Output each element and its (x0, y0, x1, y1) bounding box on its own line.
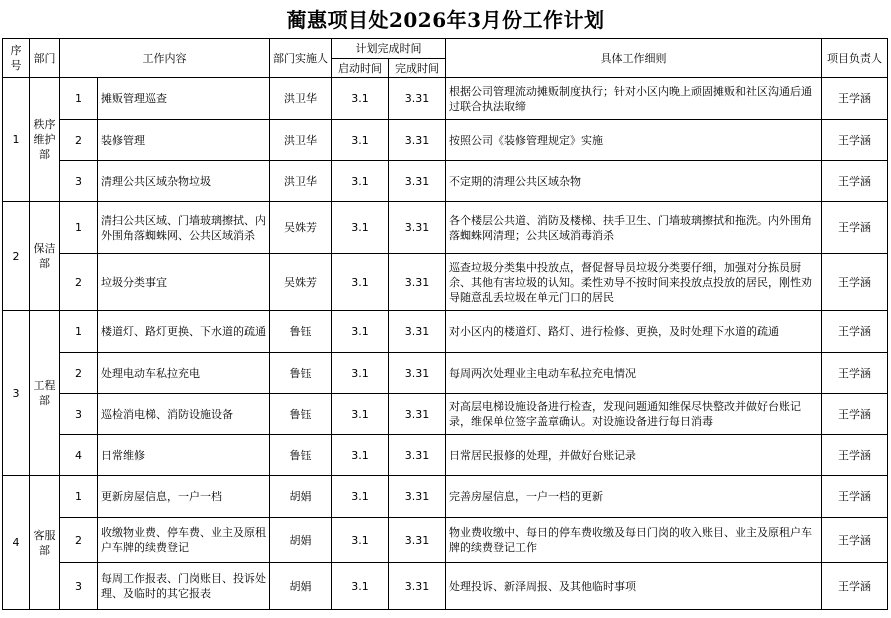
project-owner: 王学涵 (822, 254, 888, 311)
end-time: 3.31 (389, 394, 446, 435)
table-row (3, 120, 888, 161)
department-name: 秩序维护部 (30, 78, 60, 202)
table-row (3, 563, 888, 610)
project-owner: 王学涵 (822, 161, 888, 202)
end-time: 3.31 (389, 353, 446, 394)
work-detail: 对高层电梯设施设备进行检查，发现问题通知维保尽快整改并做好台账记录，维保单位签字盖章确认。对设施设备进行每日消毒 (446, 394, 822, 435)
start-time: 3.1 (332, 78, 389, 120)
start-time: 3.1 (332, 435, 389, 476)
header-dept: 部门 (30, 39, 60, 78)
project-owner: 王学涵 (822, 518, 888, 563)
end-time: 3.31 (389, 254, 446, 311)
item-number: 2 (60, 254, 98, 311)
item-number: 1 (60, 476, 98, 518)
table-row (3, 254, 888, 311)
work-detail: 对小区内的楼道灯、路灯、进行检修、更换，及时处理下水道的疏通 (446, 311, 822, 353)
item-number: 2 (60, 120, 98, 161)
item-number: 3 (60, 563, 98, 610)
end-time: 3.31 (389, 120, 446, 161)
header-executor: 部门实施人 (270, 39, 332, 78)
executor: 洪卫华 (270, 161, 332, 202)
executor: 鲁钰 (270, 435, 332, 476)
end-time: 3.31 (389, 435, 446, 476)
executor: 胡娟 (270, 518, 332, 563)
end-time: 3.31 (389, 476, 446, 518)
item-number: 3 (60, 394, 98, 435)
project-owner: 王学涵 (822, 78, 888, 120)
department-name: 保洁部 (30, 202, 60, 311)
table-row (3, 394, 888, 435)
header-row (3, 39, 888, 59)
header-content: 工作内容 (60, 39, 270, 78)
executor: 胡娟 (270, 563, 332, 610)
work-detail: 不定期的清理公共区域杂物 (446, 161, 822, 202)
project-owner: 王学涵 (822, 435, 888, 476)
end-time: 3.31 (389, 78, 446, 120)
work-plan-table (2, 38, 888, 610)
start-time: 3.1 (332, 161, 389, 202)
work-content: 巡检消电梯、消防设施设备 (98, 394, 270, 435)
executor: 洪卫华 (270, 78, 332, 120)
end-time: 3.31 (389, 563, 446, 610)
department-name: 工程部 (30, 311, 60, 476)
table-row (3, 311, 888, 353)
work-detail: 各个楼层公共道、消防及楼梯、扶手卫生、门墙玻璃擦拭和拖洗。内外围角落蜘蛛网清理；公共区域消毒消杀 (446, 202, 822, 254)
header-owner: 项目负责人 (822, 39, 888, 78)
start-time: 3.1 (332, 120, 389, 161)
work-content: 清理公共区域杂物垃圾 (98, 161, 270, 202)
end-time: 3.31 (389, 311, 446, 353)
start-time: 3.1 (332, 476, 389, 518)
work-detail: 日常居民报修的处理，并做好台账记录 (446, 435, 822, 476)
header-end: 完成时间 (389, 59, 446, 78)
executor: 吴姝芳 (270, 202, 332, 254)
start-time: 3.1 (332, 353, 389, 394)
work-detail: 完善房屋信息，一户一档的更新 (446, 476, 822, 518)
table-row (3, 353, 888, 394)
work-content: 清扫公共区域、门墙玻璃擦拭、内外围角落蜘蛛网、公共区域消杀 (98, 202, 270, 254)
work-detail: 物业费收缴中、每日的停车费收缴及每日门岗的收入账目、业主及原租户车牌的续费登记工作 (446, 518, 822, 563)
project-owner: 王学涵 (822, 476, 888, 518)
executor: 鲁钰 (270, 311, 332, 353)
table-row (3, 476, 888, 518)
work-detail: 根据公司管理流动摊贩制度执行；针对小区内晚上顽固摊贩和社区沟通后通过联合执法取缔 (446, 78, 822, 120)
item-number: 2 (60, 353, 98, 394)
executor: 鲁钰 (270, 394, 332, 435)
item-number: 4 (60, 435, 98, 476)
work-content: 楼道灯、路灯更换、下水道的疏通 (98, 311, 270, 353)
work-content: 摊贩管理巡查 (98, 78, 270, 120)
executor: 洪卫华 (270, 120, 332, 161)
group-seq: 2 (3, 202, 30, 311)
work-detail: 按照公司《装修管理规定》实施 (446, 120, 822, 161)
table-row (3, 78, 888, 120)
start-time: 3.1 (332, 202, 389, 254)
project-owner: 王学涵 (822, 311, 888, 353)
table-row (3, 161, 888, 202)
project-owner: 王学涵 (822, 202, 888, 254)
header-detail: 具体工作细则 (446, 39, 822, 78)
work-content: 垃圾分类事宜 (98, 254, 270, 311)
work-content: 每周工作报表、门岗账目、投诉处理、及临时的其它报表 (98, 563, 270, 610)
header-seq: 序号 (3, 39, 30, 78)
work-content: 收缴物业费、停车费、业主及原租户车牌的续费登记 (98, 518, 270, 563)
executor: 胡娟 (270, 476, 332, 518)
table-row (3, 518, 888, 563)
end-time: 3.31 (389, 518, 446, 563)
work-content: 装修管理 (98, 120, 270, 161)
executor: 吴姝芳 (270, 254, 332, 311)
work-detail: 巡查垃圾分类集中投放点，督促督导员垃圾分类要仔细，加强对分拣员厨余、其他有害垃圾的认知。柔性劝导不按时间来投放点投放的居民，刚性劝导随意乱丢垃圾在单元门口的居民 (446, 254, 822, 311)
work-content: 日常维修 (98, 435, 270, 476)
project-owner: 王学涵 (822, 394, 888, 435)
end-time: 3.31 (389, 161, 446, 202)
start-time: 3.1 (332, 518, 389, 563)
header-plan-time: 计划完成时间 (332, 39, 446, 59)
project-owner: 王学涵 (822, 563, 888, 610)
item-number: 2 (60, 518, 98, 563)
group-seq: 4 (3, 476, 30, 610)
item-number: 1 (60, 78, 98, 120)
item-number: 1 (60, 311, 98, 353)
start-time: 3.1 (332, 563, 389, 610)
group-seq: 3 (3, 311, 30, 476)
executor: 鲁钰 (270, 353, 332, 394)
page-title: 蔺惠项目处2026年3月份工作计划 (286, 8, 605, 32)
header-start: 启动时间 (332, 59, 389, 78)
department-name: 客服部 (30, 476, 60, 610)
item-number: 1 (60, 202, 98, 254)
item-number: 3 (60, 161, 98, 202)
start-time: 3.1 (332, 254, 389, 311)
project-owner: 王学涵 (822, 353, 888, 394)
project-owner: 王学涵 (822, 120, 888, 161)
work-content: 处理电动车私拉充电 (98, 353, 270, 394)
work-content: 更新房屋信息，一户一档 (98, 476, 270, 518)
table-row (3, 202, 888, 254)
table-row (3, 435, 888, 476)
end-time: 3.31 (389, 202, 446, 254)
start-time: 3.1 (332, 394, 389, 435)
start-time: 3.1 (332, 311, 389, 353)
work-detail: 处理投诉、新泽周报、及其他临时事项 (446, 563, 822, 610)
work-detail: 每周两次处理业主电动车私拉充电情况 (446, 353, 822, 394)
group-seq: 1 (3, 78, 30, 202)
